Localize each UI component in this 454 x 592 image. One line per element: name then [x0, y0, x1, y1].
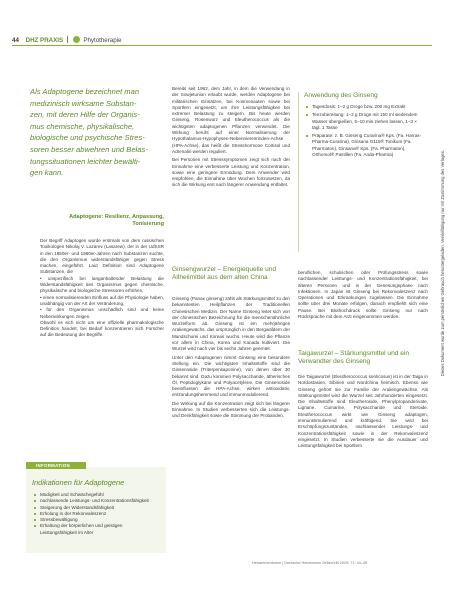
col1-bullet: • einen normalisierenden Einfluss auf die Physiologie haben, unabhängig von der Art der Veränderung,	[40, 294, 164, 306]
section-name: DHZ PRAXIS	[25, 37, 64, 44]
col1-bullet: • für den Organismus unschädlich sind und keine Nebenwirkungen zeigen.	[40, 307, 164, 319]
lead-paragraph	[30, 86, 168, 179]
application-item: Tagesdosis: 1–2 g Droge bzw. 200 mg Extrakt	[306, 104, 424, 110]
col3-paragraph: Die Taigawurzel (Eleutherococcus senticosus) ist in der Taiga in Nordostasien, Sibirien und Nordchina heimisch. Ebenso wie Ginseng gehört sie zur Familie der Araliengewächse. Als Stärkungsmittel wird die Wurzel seit Jahrhunderten eingesetzt. Die Inhaltsstoffe sind Eleutheroside, Phenylpropanderivate, Lignane, Cumarine, Polysaccharide und Steroide. Eleutherococcus wirkt wie Ginseng adaptogen, immunstimulierend und kräftigend. Sie wird bei Erschöpfungszuständen, nachlassender Leistungs- und Konzentrationsfähigkeit sowie in der Rekonvaleszenz eingesetzt. In Studien verbesserte sie die Ausdauer und Leistungsfähigkeit bei Sportlern.	[298, 374, 428, 449]
info-item: Stressbewältigung	[34, 517, 160, 523]
info-list	[34, 492, 160, 536]
col2-body-lower	[172, 296, 290, 420]
copyright-sidebar: Dieses Dokument wurde zum persönlichen Gebrauch heruntergeladen. Vervielfältigung nur mit Zustimmung des Verlages.	[440, 150, 445, 377]
application-item: Teezubereitung: 1–2 g Droge mit 150 ml siedendem Wasser übergießen, 5–10 min ziehen lassen, 1–3 × tägl. 1 Tasse	[306, 112, 424, 131]
lead-line: soren besser abwehren und Belas-	[30, 144, 148, 154]
col1-subhead: Adaptogene: Resilienz, Anpassung, Tonisierung	[69, 214, 164, 227]
ginseng-heading: Ginsengwurzel – Energiequelle und Allheilmittel aus dem alten China	[172, 266, 277, 282]
col2-body	[172, 86, 290, 189]
col2-paragraph: Bereits seit 1962, dem Jahr, in dem die Verwendung in der Sowjetunion erlaubt wurde, werden Adaptogene bei militärischen Einsätzen, bei Kosmonauten sowie bei Sportlern eingesetzt, um ihre Leistungsfähigkeit bei extremer Belastung zu steigern. Bis heute werden Ginseng, Rosenwurz und Eleutherococcus als die wichtigsten adaptogenen Pflanzen verwendet. Die Wirkung beruht auf einer Normalisierung der Hypothalamus-Hypophysen-Nebennierenrinden-Achse (HPA-Achse), das heißt die Stresshormone Cortisol und Adrenalin werden reguliert.	[172, 86, 290, 154]
col3-body	[298, 270, 428, 320]
header-rule	[12, 45, 432, 46]
col1-paragraph: Der Begriff Adaptogen wurde erstmals von dem russischen Toxikologen Nikolaj V. Lazarev (Lasarew), der in der UdSSR in den 1950er- und 1960er-Jahren nach Substanzen suchte, die den Organismus widerstandsfähiger gegen Stress machen, eingeführt. Laut Definition sind Adaptogene Substanzen, die	[40, 238, 164, 275]
application-title: Anwendung des Ginseng	[304, 92, 378, 99]
lead-line: medizinisch wirksame Substan-	[30, 98, 137, 108]
lead-line: biologische und psychische Stres-	[30, 133, 145, 143]
info-item: Erhaltung der körperlichen und geistigen Leistungsfähigkeit im Alter	[34, 523, 160, 536]
col2-paragraph: Bei Personen mit Stresssymptomen zeigt sich nach der Einnahme eine verbesserte Leistung und Konzentration, sowie eine geringere Ermüdung. Dem Anwender wird empfohlen, die Einnahme über Wochen fortzusetzen, da sich die Wirkung erst nach längerer Anwendung entfaltet.	[172, 157, 290, 188]
info-item: Erholung in der Rekonvaleszenz	[34, 511, 160, 517]
col3-paragraph: beruflichen, schulischen oder Prüfungsstress sowie nachlassender Leistungs- und Konzentrationsfähigkeit, bei älteren Personen und in der Genesungsphase nach Infektionen. In Japan ist Ginseng bei Rekonvaleszenz nach Operationen und Erkrankungen zugelassen. Die Einnahme sollte über drei Monate erfolgen, danach empfiehlt sich eine Pause. Bei Bluthochdruck sollte Ginseng nur nach Rücksprache mit dem Arzt eingenommen werden.	[298, 270, 428, 320]
lead-line: gen kann.	[30, 168, 64, 178]
section-dot-icon	[73, 36, 80, 43]
info-item: Steigerung der Widerstandsfähigkeit	[34, 505, 160, 511]
col1-bullet: • unspezifisch bei langanhaltender Belastung die Widerstandsfähigkeit des Organismus gegen chemische, physikalische und biologische Stressoren erhöhen,	[40, 275, 164, 294]
application-list	[306, 104, 424, 158]
page-number: 44	[12, 37, 19, 44]
info-item: Müdigkeit und Schwächegefühl	[34, 492, 160, 498]
page-header	[12, 36, 122, 44]
lead-line: mus chemische, physikalische,	[30, 121, 135, 131]
col3-body-lower	[298, 374, 428, 450]
lead-line: tungssituationen leichter bewälti-	[30, 156, 141, 166]
application-item: Präparate: z. B. Ginseng Curarina® Kps. (Fa. Harras-Pharma-Curarina), Ginsana G115® Tonikum (Fa. Pharmaton), Ginsana® Kps. (Fa. Pharmaton), Orthomol® Pastillen (Fa. Anda-Pharma)	[306, 133, 424, 158]
col2-paragraph: Unter den Adaptogenen nimmt Ginseng eine besondere Stellung ein. Die wichtigsten Inhaltsstoffe sind die Ginsenoside (Triterpensaponine), von denen über 30 bekannt sind. Dazu kommen Polysaccharide, ätherisches Öl, Peptidoglykane und Polyacetylene. Die Ginsenoside beeinflussen die HPA-Achse, wirken antioxidativ, entzündungshemmend und immunmodulierend.	[172, 354, 290, 398]
page-footer: Hebammenforum | Deutsche Hebammen Zeitschrift 2019; 71: 44–49	[252, 561, 368, 565]
info-title: Indikationen für Adaptogene	[32, 478, 125, 487]
lead-line: zen, mit deren Hilfe der Organis-	[30, 110, 140, 120]
subsection-name: Phytotherapie	[83, 37, 122, 44]
col2-paragraph: Ginseng (Panax ginseng) zählt als Stärkungsmittel zu den bekanntesten Heilpflanzen der Traditionellen Chinesischen Medizin. Der Name Ginseng leitet sich von der chinesischen Bezeichnung für die menschenähnliche Wurzelform ab. Ginseng ist ein mehrjähriges Araliengewächs, das ursprünglich in den Bergwäldern der Mandschurei und Koreas wuchs. Heute wird die Pflanze vor allem in China, Korea und Kanada kultiviert. Die Wurzel wird nach vier bis sechs Jahren geerntet.	[172, 296, 290, 352]
header-divider	[67, 36, 68, 43]
lead-line: Als Adaptogene bezeichnet man	[30, 87, 140, 96]
col2-paragraph: Die Wirkung auf die Konzentration zeigt sich bei längerer Einnahme. In Studien verbesserten sich die Leistungs- und Denkfähigkeit sowie die Stimmung der Probanden.	[172, 400, 290, 419]
info-item: nachlassende Leistungs- und Konzentrationsfähigkeit	[34, 498, 160, 504]
col1-body	[40, 238, 164, 339]
col1-paragraph: Obwohl es sich nicht um eine offizielle pharmakologische Definition handelt, bei Bedarf konzentrieren sich Forscher auf die Bedeutung der Begriffe.	[40, 319, 164, 338]
info-label: INFORMATION	[26, 462, 86, 469]
taiga-heading: Taigawurzel – Stärkungsmittel und ein Verwandter des Ginseng	[298, 350, 410, 366]
